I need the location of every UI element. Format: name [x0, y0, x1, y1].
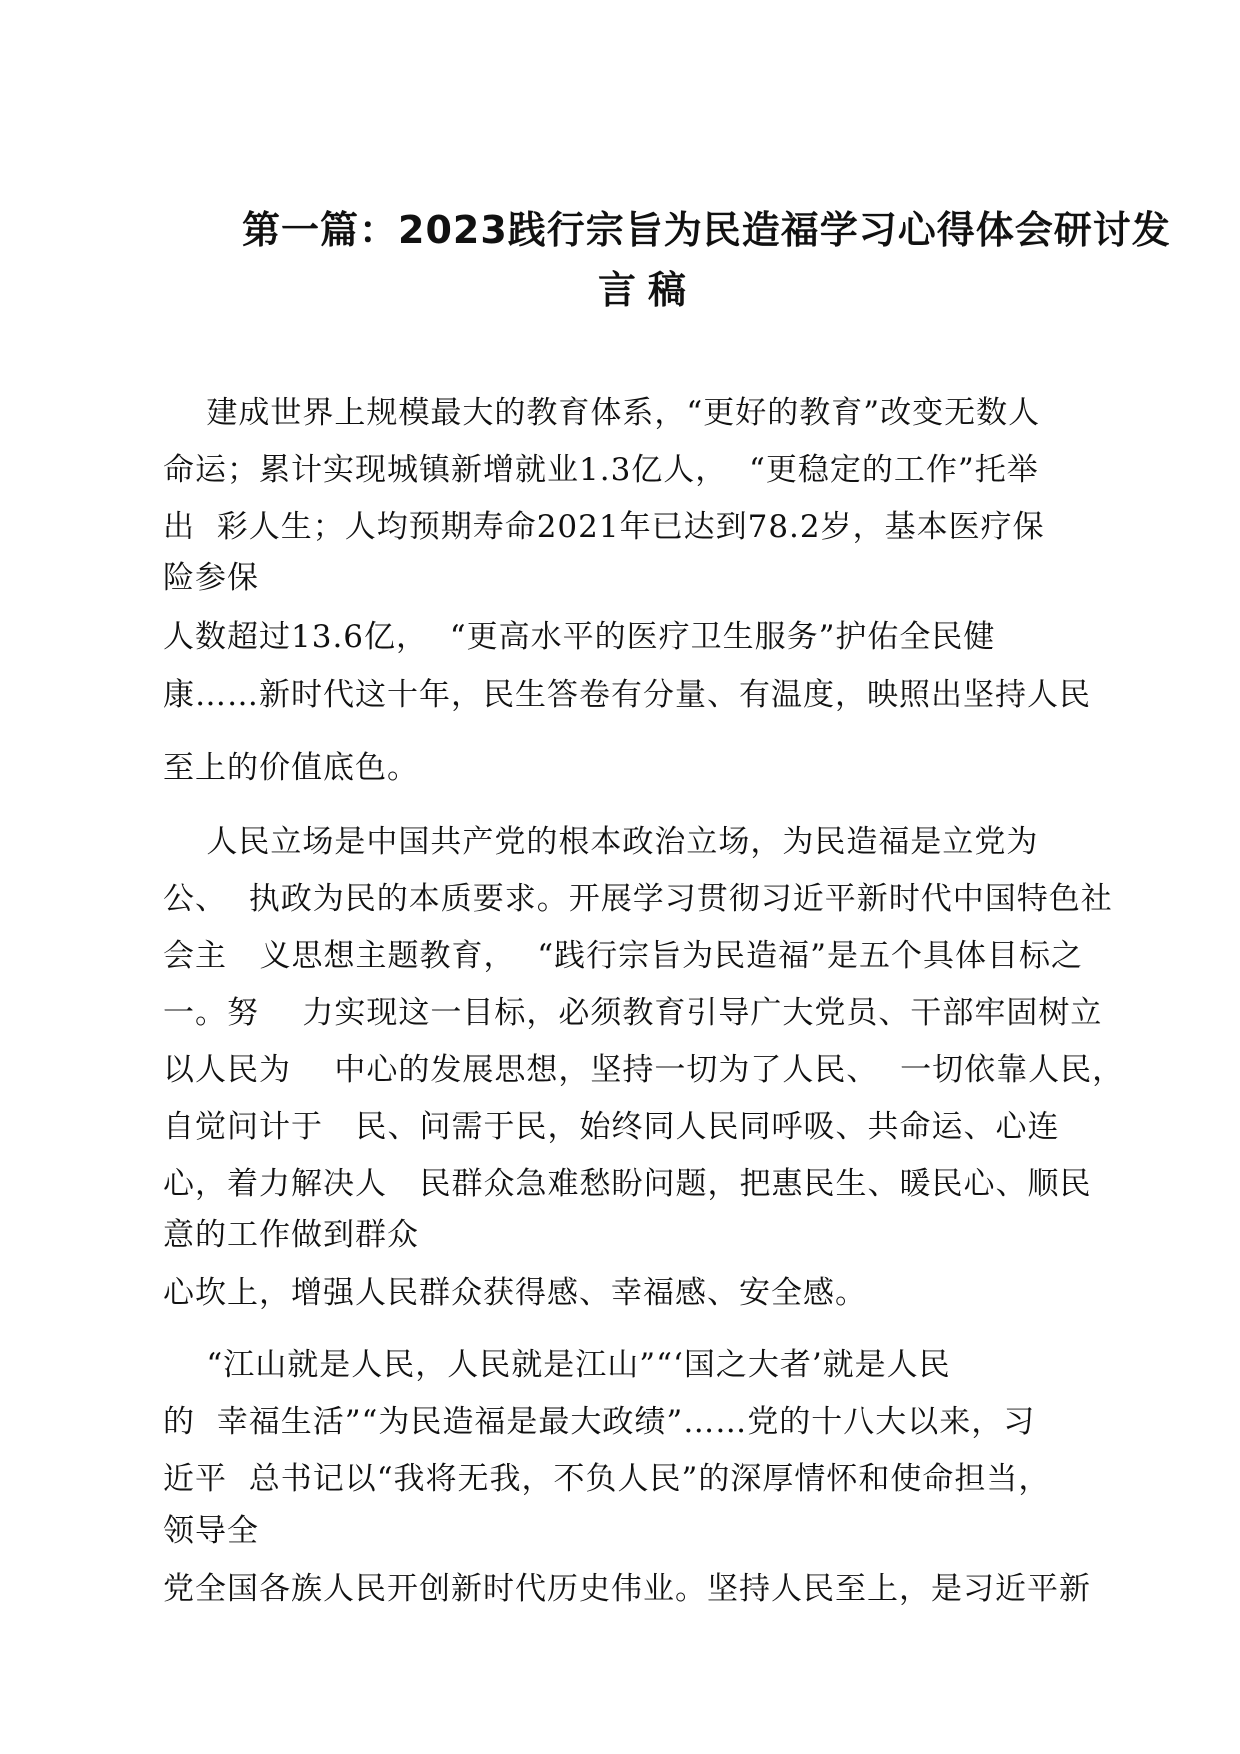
body-line: 心坎上，增强人民群众获得感、幸福感、安全感。	[163, 1275, 867, 1311]
body-line: 的 幸福生活”“为民造福是最大政绩”……党的十八大以来，习	[163, 1404, 1036, 1440]
body-line: 命运；累计实现城镇新增就业1.3亿人， “更稳定的工作”托举	[163, 452, 1039, 488]
body-line: 一。努 力实现这一目标，必须教育引导广大党员、干部牢固树立	[163, 995, 1103, 1031]
body-line: 心，着力解决人 民群众急难愁盼问题，把惠民生、暖民心、顺民	[163, 1166, 1092, 1202]
body-line: 意的工作做到群众	[163, 1217, 419, 1253]
body-line: 近平 总书记以“我将无我，不负人民”的深厚情怀和使命担当，	[163, 1461, 1051, 1497]
body-line: 会主 义思想主题教育， “践行宗旨为民造福”是五个具体目标之	[163, 938, 1083, 974]
document-title-line-2: 言稿	[598, 268, 699, 312]
body-line: 人数超过13.6亿， “更高水平的医疗卫生服务”护佑全民健	[163, 619, 996, 655]
body-line: 险参保	[163, 560, 259, 596]
body-line: 建成世界上规模最大的教育体系，“更好的教育”改变无数人	[163, 395, 1041, 431]
body-line: 领导全	[163, 1513, 259, 1549]
body-line: 出 彩人生；人均预期寿命2021年已达到78.2岁，基本医疗保	[163, 509, 1045, 545]
body-line: “江山就是人民，人民就是江山”“‘国之大者’就是人民	[163, 1347, 951, 1383]
document-title-line-1: 第一篇：2023践行宗旨为民造福学习心得体会研讨发	[242, 208, 1171, 252]
body-line: 至上的价值底色。	[163, 750, 419, 786]
body-line: 党全国各族人民开创新时代历史伟业。坚持人民至上，是习近平新	[163, 1571, 1091, 1607]
body-line: 公、 执政为民的本质要求。开展学习贯彻习近平新时代中国特色社	[163, 881, 1113, 917]
body-line: 康……新时代这十年，民生答卷有分量、有温度，映照出坚持人民	[163, 677, 1091, 713]
body-line: 自觉问计于 民、问需于民，始终同人民同呼吸、共命运、心连	[163, 1109, 1060, 1145]
body-line: 以人民为 中心的发展思想，坚持一切为了人民、 一切依靠人民，	[163, 1052, 1125, 1088]
body-line: 人民立场是中国共产党的根本政治立场，为民造福是立党为	[163, 824, 1039, 860]
